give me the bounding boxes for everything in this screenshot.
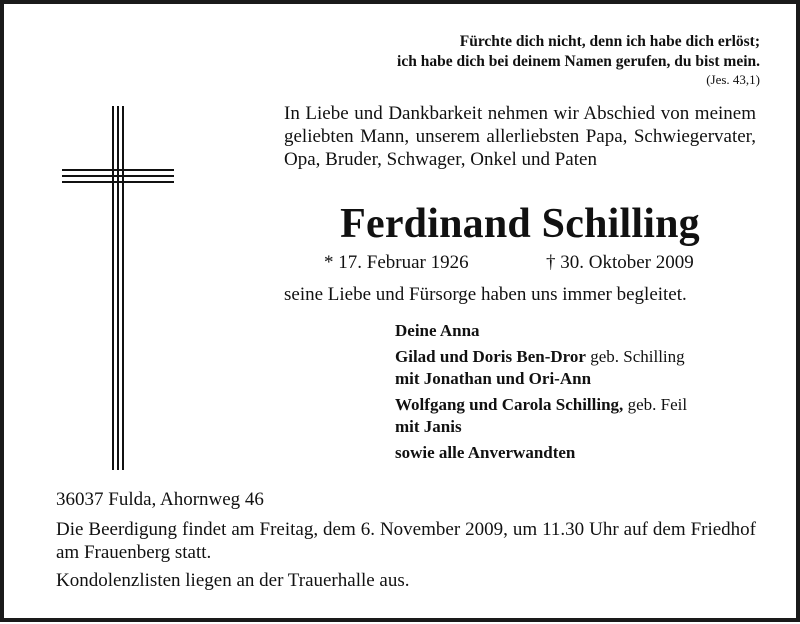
verse-line-2: ich habe dich bei deinem Namen gerufen, du bist mein. [397, 53, 760, 70]
address: 36037 Fulda, Ahornweg 46 [56, 489, 264, 510]
condolence-info: Kondolenzlisten liegen an der Trauerhalle aus. [56, 570, 410, 591]
life-dates [284, 251, 756, 277]
family-group1-born: geb. Schilling [585, 347, 685, 366]
family-group2-born: geb. Feil [623, 395, 688, 414]
funeral-info: Die Beerdigung findet am Freitag, dem 6. November 2009, um 11.30 Uhr auf dem Friedhof am Frauenberg statt. [56, 519, 756, 563]
tagline: seine Liebe und Fürsorge haben uns immer begleitet. [284, 284, 687, 305]
verse-reference: (Jes. 43,1) [706, 72, 760, 87]
family-group2-names: Wolfgang und Carola Schilling, [395, 395, 624, 414]
intro-text: In Liebe und Dankbarkeit nehmen wir Abschied von meinem geliebten Mann, unserem allerliebsten Papa, Schwiegervater, Opa, Bruder, Schwager, Onkel und Paten [284, 103, 756, 170]
family-list [395, 320, 765, 468]
bible-verse [304, 32, 760, 88]
cross-icon [58, 104, 178, 472]
family-group1-names: Gilad und Doris Ben-Dror [395, 347, 586, 366]
death-date: † 30. Oktober 2009 [546, 252, 694, 273]
birth-date: * 17. Februar 1926 [324, 252, 469, 273]
verse-line-1: Fürchte dich nicht, denn ich habe dich erlöst; [459, 33, 760, 50]
family-group1-children: mit Jonathan und Ori-Ann [395, 369, 592, 388]
family-relatives: sowie alle Anverwandten [395, 443, 576, 462]
family-group2-children: mit Janis [395, 417, 462, 436]
deceased-name: Ferdinand Schilling [340, 201, 700, 247]
family-wife: Deine Anna [395, 321, 480, 340]
